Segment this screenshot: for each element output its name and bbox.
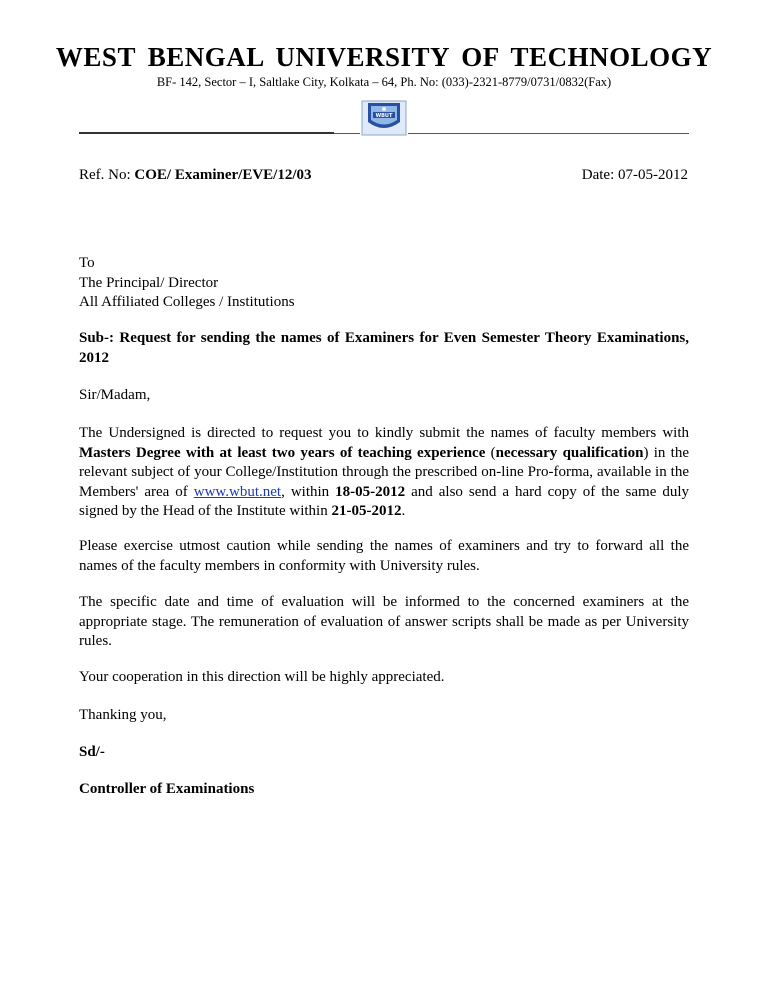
recipient-institutions: All Affiliated Colleges / Institutions — [79, 294, 295, 310]
p1-text-5: and also send a hard copy of the same duly signed by the Head of the Institute within — [79, 483, 689, 519]
p1-text-3: ) in the relevant subject of your College/Institution through the prescribed on-line Pro-forma, available in the Members' area of — [79, 444, 689, 500]
paragraph-cooperation: Your cooperation in this direction will be highly appreciated. — [79, 669, 445, 685]
paragraph-evaluation: The specific date and time of evaluation will be informed to the concerned examiners at the appropriate stage. The remuneration of evaluation of answer scripts shall be made as per University rules. — [79, 594, 689, 649]
p1-deadline-hardcopy: 21-05-2012 — [331, 503, 402, 519]
header-divider-accent — [79, 132, 334, 134]
reference-value: COE/ Examiner/EVE/12/03 — [134, 167, 312, 183]
paragraph-caution: Please exercise utmost caution while sending the names of examiners and try to forward all the names of the faculty members in conformity with University rules. — [79, 538, 689, 574]
p1-text-4: , within — [281, 483, 336, 500]
closing-thanks: Thanking you, — [79, 707, 167, 723]
recipient-to: To — [79, 255, 95, 271]
salutation: Sir/Madam, — [79, 387, 151, 403]
reference-number — [79, 167, 312, 184]
university-title: WEST BENGAL UNIVERSITY OF TECHNOLOGY — [55, 42, 713, 72]
university-address: BF- 142, Sector – I, Saltlake City, Kolkata – 64, Ph. No: (033)-2321-8779/0731/0832(Fax) — [156, 75, 612, 89]
paragraph-request — [79, 424, 689, 522]
letter-subject: Sub-: Request for sending the names of Examiners for Even Semester Theory Examinations, 2012 — [79, 330, 689, 366]
closing-signed: Sd/- — [79, 744, 105, 760]
p1-text-6: . — [401, 503, 406, 519]
university-logo-icon — [360, 100, 408, 136]
logo-text: WBUT — [375, 113, 393, 119]
p1-deadline-online: 18-05-2012 — [335, 483, 406, 500]
p1-text-1: The Undersigned is directed to request you to kindly submit the names of faculty members with — [79, 425, 689, 441]
recipient-title: The Principal/ Director — [79, 274, 219, 291]
signatory-title: Controller of Examinations — [79, 781, 255, 797]
p1-text-2: ( — [485, 444, 496, 461]
recipient-block — [79, 254, 295, 313]
wbut-website-link[interactable]: www.wbut.net — [193, 483, 282, 500]
reference-label: Ref. No: — [79, 167, 135, 183]
p1-bold-qualification: Masters Degree with at least two years of teaching experience — [79, 444, 486, 461]
letter-date: Date: 07-05-2012 — [581, 167, 688, 183]
p1-bold-necessary: necessary qualification — [495, 444, 644, 461]
